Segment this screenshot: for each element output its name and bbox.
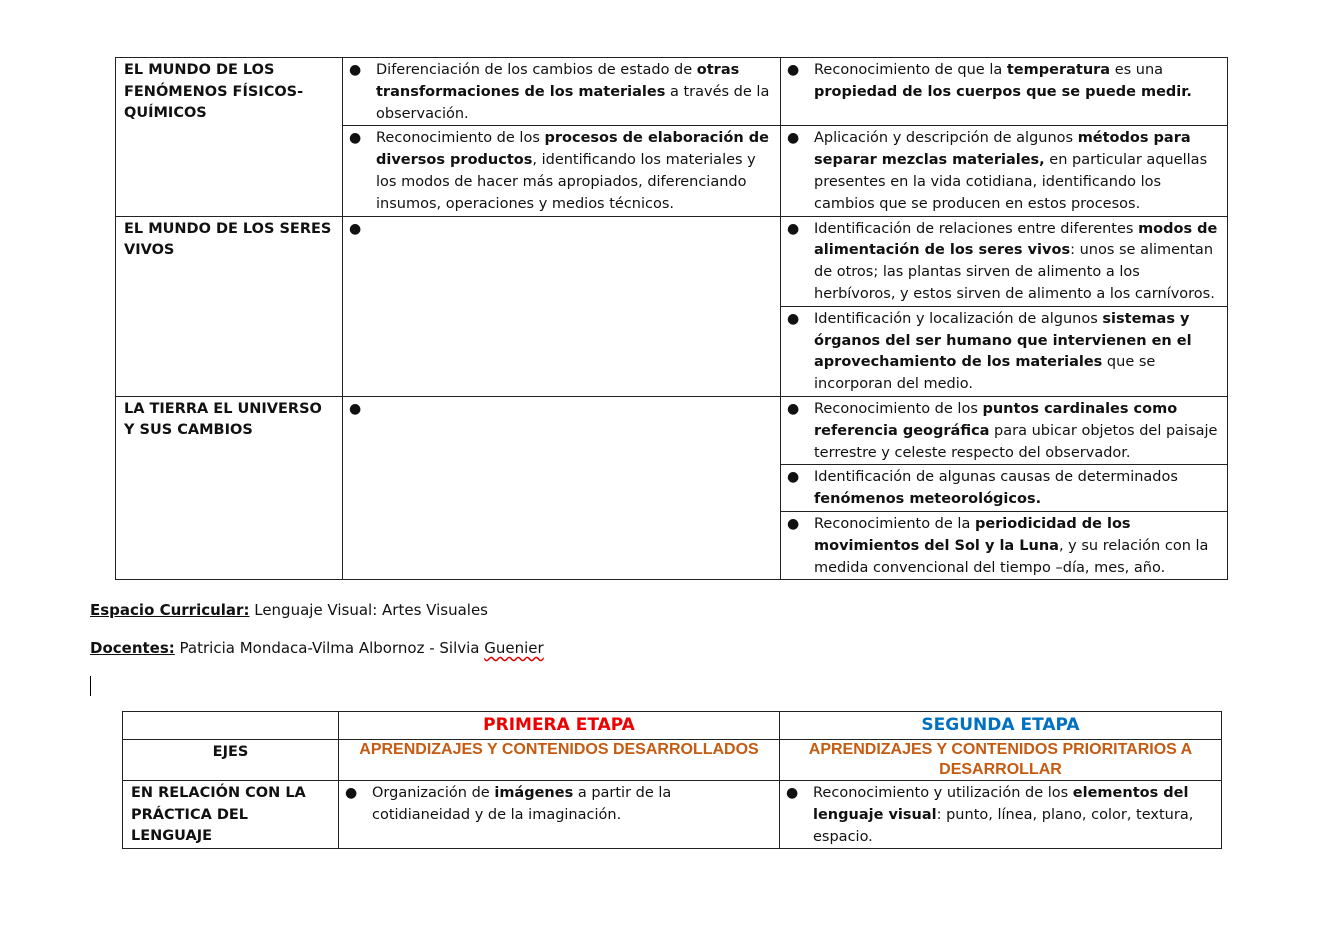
bullet-item [780,781,1221,848]
second-stage-cell [781,396,1228,464]
axis-cell: EL MUNDO DE LOS SERES VIVOS [116,216,343,396]
teachers-label: Docentes: [90,639,175,657]
bold-text: elementos del lenguaje visual [813,785,1189,823]
empty-header-cell [123,712,339,740]
subtitle-segunda: APRENDIZAJES Y CONTENIDOS PRIORITARIOS A DESARROLLAR [780,740,1222,781]
text-run: , y su relación con la medida convencional del tiempo –día, mes, año. [814,537,1209,576]
text-run: Identificación de algunas causas de determinados [814,469,1178,486]
bullet-item [781,307,1227,396]
ejes-header: EJES [123,740,339,781]
bullet-icon: ● [787,62,800,78]
second-stage-cell [781,126,1228,216]
curricular-space-value: Lenguaje Visual: Artes Visuales [249,601,488,619]
bold-text: otras transformaciones de los materiales [376,62,740,100]
misspelled-word[interactable]: Guenier [484,639,544,657]
first-stage-cell [343,216,781,396]
second-stage-cell [781,306,1228,396]
bullet-item [781,397,1227,464]
bold-text: temperatura [1006,62,1111,78]
bullet-icon: ● [787,469,800,486]
text-run: que se incorporan del medio. [814,354,1156,393]
text-run: Reconocimiento de los [376,130,545,147]
bullet-icon: ● [787,400,800,417]
text-run: : punto, línea, plano, color, textura, espacio. [813,806,1194,845]
text-run: Aplicación y descripción de algunos [814,130,1078,147]
curricular-space-label: Espacio Curricular: [90,601,250,619]
bullet-icon: ● [349,130,362,147]
bullet-item [343,217,780,237]
bullet-item [781,126,1227,215]
bullet-icon: ● [349,62,362,78]
bullet-item [781,58,1227,104]
bold-text: modos de alimentación de los seres vivos [814,220,1218,259]
bold-text: sistemas y órganos del ser humano que intervienen en el aprovechamiento de los materiales [814,310,1192,371]
bullet-icon: ● [786,785,799,801]
second-stage-cell [781,465,1228,512]
subtitle-primera: APRENDIZAJES Y CONTENIDOS DESARROLLADOS [339,740,780,781]
axis-cell: LA TIERRA EL UNIVERSO Y SUS CAMBIOS [116,396,343,579]
text-run: Identificación de relaciones entre diferentes [814,220,1139,237]
text-run: Reconocimiento de los [814,400,983,417]
text-run: Organización de [372,785,495,801]
primera-etapa-header: PRIMERA ETAPA [339,712,780,740]
bold-text: propiedad de los cuerpos que se puede medir. [814,83,1192,100]
first-stage-cell [343,396,781,579]
text-run: a través de la observación. [376,83,770,122]
bullet-icon: ● [787,515,800,532]
text-run: a partir de la cotidianeidad y de la imaginación. [372,785,672,823]
text-run: , identificando los materiales y los modos de hacer más apropiados, diferenciando insumos, operaciones y medios técnicos. [376,152,756,212]
first-stage-cell [343,126,781,216]
second-stage-cell [780,781,1222,849]
text-cursor [90,676,91,696]
bullet-item [781,217,1227,306]
bullet-icon: ● [349,400,362,417]
text-run: para ubicar objetos del paisaje terrestre y celeste respecto del observador. [814,422,1218,461]
text-run: : unos se alimentan de otros; las plantas sirven de alimento a los herbívoros, y estos sirven de alimento a los carnívoros. [814,242,1215,302]
teachers-value: Patricia Mondaca-Vilma Albornoz - Silvia [174,639,485,657]
bullet-item [339,781,779,827]
text-run: Reconocimiento de la [814,515,975,532]
second-stage-cell [781,58,1228,126]
text-run: Reconocimiento y utilización de los [813,785,1073,801]
bullet-item [343,126,780,215]
text-run: Reconocimiento de que la [814,62,1007,78]
second-stage-cell [781,216,1228,306]
bullet-item [343,58,780,125]
teachers-line [90,639,544,657]
bullet-icon: ● [787,310,800,327]
text-run: es una [1110,62,1164,78]
bullet-icon: ● [787,220,800,237]
curricular-space-line [90,601,488,619]
bold-text: imágenes [494,785,574,801]
first-stage-cell [343,58,781,126]
science-contents-table [115,57,1228,580]
visual-arts-table [122,711,1222,849]
bullet-icon: ● [787,130,800,147]
bullet-icon: ● [349,220,362,237]
bullet-item [343,397,780,417]
axis-cell: EN RELACIÓN CON LA PRÁCTICA DEL LENGUAJE [123,781,339,849]
axis-cell: EL MUNDO DE LOS FENÓMENOS FÍSICOS-QUÍMICOS [116,58,343,217]
bullet-icon: ● [345,785,358,801]
bold-text: fenómenos meteorológicos. [814,491,1042,508]
text-run: en particular aquellas presentes en la vida cotidiana, identificando los cambios que se producen en estos procesos. [814,152,1208,212]
bullet-item [781,512,1227,579]
bold-text: puntos cardinales como referencia geográfica [814,400,1178,439]
bold-text: métodos para separar mezclas materiales, [814,130,1191,169]
second-stage-cell [781,511,1228,579]
text-run: Identificación y localización de algunos [814,310,1103,327]
bold-text: procesos de elaboración de diversos productos [376,130,769,169]
bold-text: periodicidad de los movimientos del Sol y la Luna [814,515,1131,554]
segunda-etapa-header: SEGUNDA ETAPA [780,712,1222,740]
first-stage-cell [339,781,780,849]
bullet-item [781,465,1227,511]
text-run: Diferenciación de los cambios de estado de [376,62,697,78]
